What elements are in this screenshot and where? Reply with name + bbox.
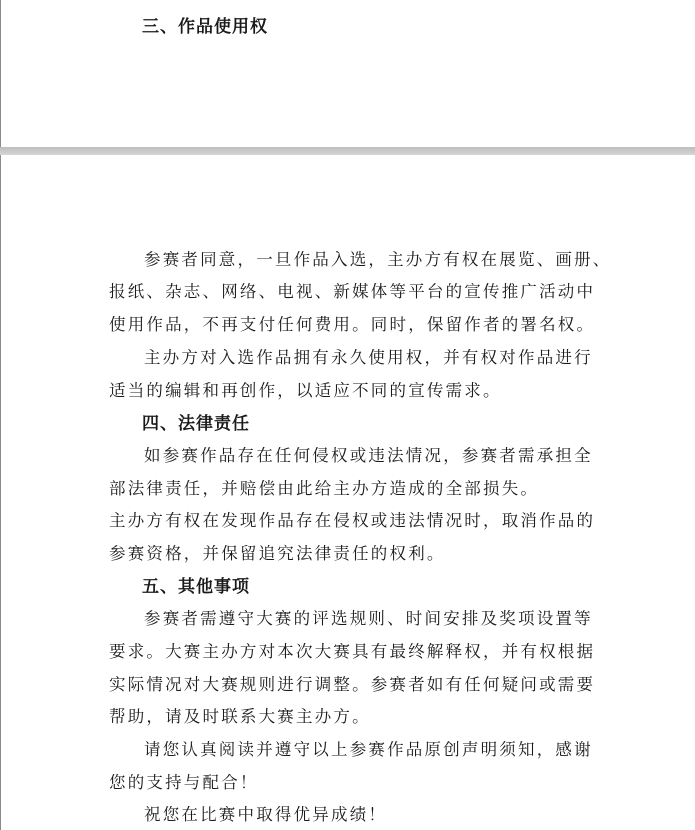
paragraph-line: 帮助，请及时联系大赛主办方。	[109, 707, 371, 726]
paragraph-line: 参赛资格，并保留追究法律责任的权利。	[109, 544, 446, 563]
paragraph-line: 使用作品，不再支付任何费用。同时，保留作者的署名权。	[109, 315, 596, 334]
paragraph-line: 请您认真阅读并遵守以上参赛作品原创声明须知，感谢	[144, 740, 593, 759]
paragraph-line: 部法律责任，并赔偿由此给主办方造成的全部损失。	[109, 479, 540, 498]
page-separator	[0, 147, 695, 155]
document-page-bottom	[0, 155, 695, 830]
paragraph-line: 主办方有权在发现作品存在侵权或违法情况时，取消作品的	[109, 511, 596, 530]
document-page-top	[0, 0, 695, 147]
paragraph-line: 适当的编辑和再创作，以适应不同的宣传需求。	[109, 381, 502, 400]
paragraph-line: 祝您在比赛中取得优异成绩！	[144, 805, 388, 824]
paragraph-line: 报纸、杂志、网络、电视、新媒体等平台的宣传推广活动中	[109, 282, 596, 301]
paragraph-line: 参赛者同意，一旦作品入选，主办方有权在展览、画册、	[144, 250, 612, 269]
paragraph-line: 如参赛作品存在任何侵权或违法情况，参赛者需承担全	[144, 446, 593, 465]
paragraph-line: 主办方对入选作品拥有永久使用权，并有权对作品进行	[144, 348, 593, 367]
paragraph-line: 参赛者需遵守大赛的评选规则、时间安排及奖项设置等	[144, 609, 593, 628]
section-heading-usage-rights: 三、作品使用权	[142, 17, 268, 37]
paragraph-line: 要求。大赛主办方对本次大赛具有最终解释权，并有权根据	[109, 642, 596, 661]
paragraph-line: 实际情况对大赛规则进行调整。参赛者如有任何疑问或需要	[109, 675, 596, 694]
paragraph-line: 您的支持与配合！	[109, 773, 259, 792]
section-heading-other-matters: 五、其他事项	[142, 577, 250, 597]
section-heading-legal-liability: 四、法律责任	[142, 414, 250, 434]
